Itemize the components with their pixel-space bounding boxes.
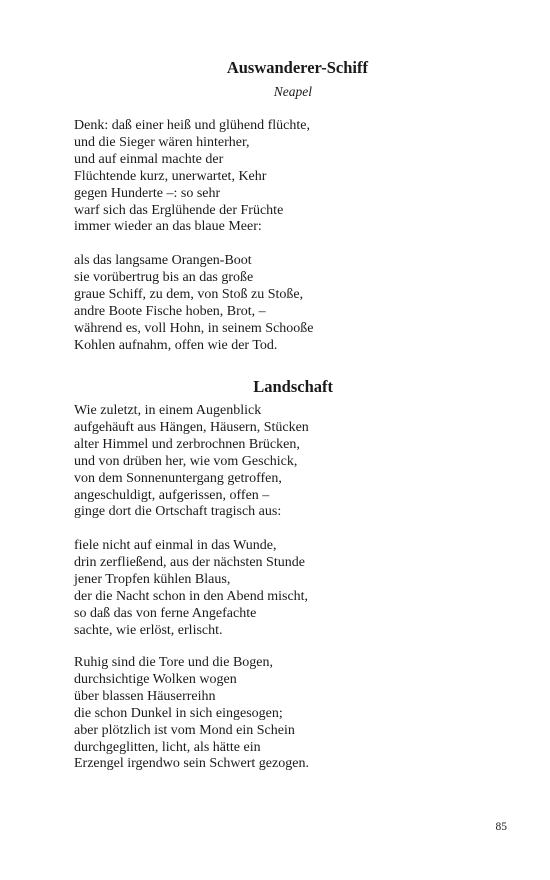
verse-line: und die Sieger wären hinterher, — [74, 134, 250, 150]
verse-line: graue Schiff, zu dem, von Stoß zu Stoße, — [74, 286, 304, 302]
verse-line: drin zerfließend, aus der nächsten Stunde — [74, 554, 305, 570]
stanza — [74, 118, 310, 236]
verse-line: durchsichtige Wolken wogen — [74, 671, 237, 687]
verse-line: so daß das von ferne Angefachte — [74, 605, 257, 621]
verse-line: Wie zuletzt, in einem Augenblick — [74, 403, 262, 418]
verse-line: angeschuldigt, aufgerissen, offen – — [74, 487, 270, 503]
verse-line: und von drüben her, wie vom Geschick, — [74, 453, 298, 469]
verse-line: Denk: daß einer heiß und glühend flüchte, — [74, 118, 310, 133]
verse-line: gegen Hunderte –: so sehr — [74, 185, 221, 201]
verse-line: während es, voll Hohn, in seinem Schooße — [74, 320, 314, 336]
stanza — [74, 253, 314, 354]
page-number: 85 — [495, 821, 507, 833]
verse-line: Ruhig sind die Tore und die Bogen, — [74, 655, 274, 670]
verse-line: und auf einmal machte der — [74, 151, 224, 167]
stanza — [74, 655, 309, 773]
verse-line: sachte, wie erlöst, erlischt. — [74, 622, 223, 638]
verse-line: aufgehäuft aus Hängen, Häusern, Stücken — [74, 419, 309, 435]
verse-line: durchgeglitten, licht, als hätte ein — [74, 739, 261, 755]
verse-line: immer wieder an das blaue Meer: — [74, 219, 262, 235]
stanza — [74, 538, 308, 639]
verse-line: ginge dort die Ortschaft tragisch aus: — [74, 504, 282, 520]
verse-line: über blassen Häuserreihn — [74, 688, 216, 704]
stanza — [74, 403, 309, 521]
verse-line: Flüchtende kurz, unerwartet, Kehr — [74, 168, 267, 184]
verse-line: warf sich das Erglühende der Früchte — [74, 202, 284, 218]
verse-line: fiele nicht auf einmal in das Wunde, — [74, 538, 277, 553]
verse-line: aber plötzlich ist vom Mond ein Schein — [74, 722, 295, 738]
verse-line: Erzengel irgendwo sein Schwert gezogen. — [74, 756, 309, 772]
verse-line: Kohlen aufnahm, offen wie der Tod. — [74, 337, 278, 353]
verse-line: andre Boote Fische hoben, Brot, – — [74, 303, 266, 319]
verse-line: als das langsame Orangen-Boot — [74, 253, 252, 268]
verse-line: sie vorübertrug bis an das große — [74, 269, 254, 285]
verse-line: alter Himmel und zerbrochnen Brücken, — [74, 436, 300, 452]
poem-title: Auswanderer-Schiff — [226, 58, 368, 77]
verse-line: der die Nacht schon in den Abend mischt, — [74, 588, 309, 604]
poem-title: Landschaft — [253, 377, 333, 396]
verse-line: die schon Dunkel in sich eingesogen; — [74, 705, 283, 721]
verse-line: von dem Sonnenuntergang getroffen, — [74, 470, 282, 486]
poem-subtitle: Neapel — [273, 84, 312, 99]
verse-line: jener Tropfen kühlen Blaus, — [74, 571, 231, 587]
